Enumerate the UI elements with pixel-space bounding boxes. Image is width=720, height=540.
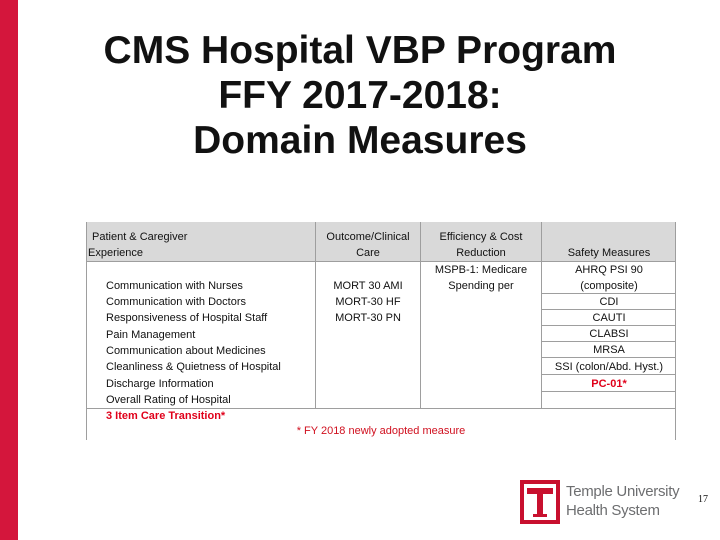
measure-mort-30-ami: MORT 30 AMI [333, 280, 403, 292]
measure-communication-doctors: Communication with Doctors [106, 296, 246, 308]
domain-measures-table [86, 222, 676, 440]
measure-communication-nurses: Communication with Nurses [106, 280, 243, 292]
header-clinical-care-line-1: Outcome/Clinical [326, 231, 410, 243]
temple-t-icon [520, 480, 560, 524]
measure-mort-30-pn: MORT-30 PN [335, 312, 401, 324]
measure-mspb-line-1: MSPB-1: Medicare [434, 264, 528, 276]
measure-discharge-information: Discharge Information [106, 378, 214, 390]
measure-cdi: CDI [599, 296, 619, 308]
measure-cleanliness: Cleanliness & Quietness of Hospital [106, 361, 281, 373]
measure-ssi: SSI (colon/Abd. Hyst.) [554, 361, 664, 373]
header-efficiency-line-2: Reduction [456, 247, 506, 259]
measure-mspb-line-2: Spending per [448, 280, 514, 292]
slide-title [18, 28, 702, 163]
logo-line-2: Health System [566, 502, 660, 519]
measure-pc-01: PC-01* [591, 378, 627, 390]
measure-ahrq-composite: (composite) [580, 280, 638, 292]
measure-clabsi: CLABSI [589, 328, 629, 340]
slide [18, 0, 720, 540]
header-patient-experience-line-2: Experience [88, 247, 144, 259]
logo-line-1: Temple University [566, 483, 680, 500]
measure-mrsa: MRSA [593, 344, 625, 356]
measure-mort-30-hf: MORT-30 HF [335, 296, 401, 308]
header-efficiency-line-1: Efficiency & Cost [439, 231, 523, 243]
measure-pain-management: Pain Management [106, 329, 196, 341]
title-line-3: Domain Measures [193, 119, 527, 162]
page-number: 17 [698, 494, 708, 505]
column-divider [420, 222, 421, 408]
measure-communication-medicines: Communication about Medicines [106, 345, 266, 357]
footnote: * FY 2018 newly adopted measure [296, 425, 466, 437]
measure-ahrq-psi-90: AHRQ PSI 90 [575, 264, 643, 276]
temple-logo [520, 480, 690, 524]
title-line-2: FFY 2017-2018: [218, 74, 502, 117]
logo-text [566, 482, 679, 520]
header-patient-experience-line-1: Patient & Caregiver [92, 231, 188, 243]
header-clinical-care-line-2: Care [356, 247, 380, 259]
measure-responsiveness: Responsiveness of Hospital Staff [106, 312, 268, 324]
measure-cauti: CAUTI [592, 312, 626, 324]
header-safety-measures: Safety Measures [567, 247, 651, 259]
measure-care-transition: 3 Item Care Transition* [106, 410, 226, 422]
measure-overall-rating: Overall Rating of Hospital [106, 394, 231, 406]
title-line-1: CMS Hospital VBP Program [103, 29, 617, 72]
